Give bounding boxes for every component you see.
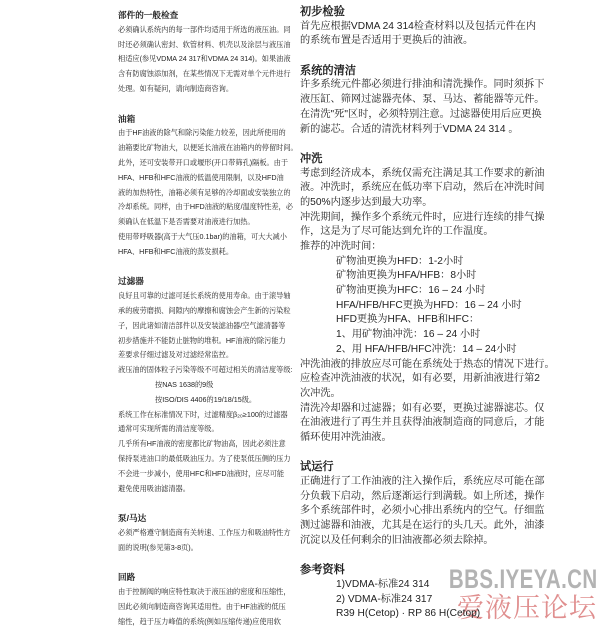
text-line: 次冲洗。 bbox=[300, 387, 341, 399]
text-line: 矿物油更换为HFD：1-2小时 bbox=[336, 255, 464, 267]
text-line: 循环使用冲洗油液。 bbox=[300, 431, 392, 443]
section bbox=[300, 460, 556, 548]
text-line: HFA、HFB和HFC油液的蒸发损耗。 bbox=[118, 246, 234, 256]
text-line: 液压缸、筛网过滤器壳体、泵、马达、蓄能器等元件。 bbox=[300, 94, 545, 106]
section-title: 部件的一般检查 bbox=[118, 10, 179, 20]
text-line: 新的滤芯。合适的清洗材料列于VDMA 24 314 。 bbox=[300, 123, 519, 135]
text-line: 作，这是为了尽可能达到允许的工作温度。 bbox=[300, 226, 494, 238]
section-title: 油箱 bbox=[118, 113, 136, 124]
text-line: 差要求仔细过滤及对过滤经常监控。 bbox=[118, 350, 234, 360]
text-line: 冲洗期间，操作多个系统元件时，应进行连续的排气操 bbox=[300, 211, 545, 223]
text-line: 在清洗"死"区时，必须特别注意。过滤器使用后应更换 bbox=[300, 108, 542, 120]
text-line: 系统工作在标准情况下时，过滤精度β₂₀≥100的过滤器 bbox=[118, 409, 288, 419]
text-line: 1)VDMA-标准24 314 bbox=[336, 578, 430, 590]
text-line: HFA、HFB和HFC油液的低温使用限制，以及HFD油 bbox=[118, 172, 284, 182]
text-line: 处理。如有疑问，请向制造商咨询。 bbox=[118, 83, 234, 93]
text-line: 液的加热特性，油箱必须有足够的冷却面或安装独立的 bbox=[118, 187, 291, 197]
section bbox=[300, 5, 556, 49]
text-line: 承的疲劳磨损、间隙内的摩擦和腐蚀会产生新的污染粒 bbox=[118, 305, 291, 315]
section bbox=[118, 112, 298, 260]
text-line: 的50%内逐步达到最大功率。 bbox=[300, 196, 433, 208]
text-line: 应检查冲洗油液的状况，如有必要，用新油液进行第2 bbox=[300, 373, 540, 385]
text-line: 由于控制阀的响应特性取决于液压油的密度和压缩性， bbox=[118, 587, 291, 597]
section-title: 过滤器 bbox=[118, 276, 144, 287]
text-line: 推荐的冲洗时间： bbox=[300, 241, 382, 252]
text-line: 首先应根据VDMA 24 314检查材料以及包括元件在内 bbox=[300, 20, 537, 32]
text-line: 矿物油更换为HFA/HFB：8小时 bbox=[336, 270, 477, 282]
text-line: HFA/HFB/HFC更换为HFD：16 – 24 小时 bbox=[336, 299, 522, 311]
text-line: HFD更换为HFA、HFB和HFC： bbox=[336, 314, 480, 326]
text-line: 正确进行了工作油液的注入操作后，系统应尽可能在部 bbox=[300, 476, 545, 487]
text-line: 子，因此诸如清洁部件以及安装滤油器/空气滤清器等 bbox=[118, 320, 286, 330]
left-text-column bbox=[118, 8, 298, 644]
text-line: 清洗冷却器和过滤器；如有必要，更换过滤器滤芯。仅 bbox=[300, 402, 545, 414]
text-line: 面的说明(参见第3-8页)。 bbox=[118, 542, 198, 552]
watermark-forum-name: 爱液压论坛 bbox=[457, 593, 597, 623]
text-line: 因此必须向制造商咨询其适用性。由于HF油液的低压 bbox=[118, 601, 286, 611]
text-line: 测过滤器和油液，尤其是在运行的头几天。此外，油漆 bbox=[300, 520, 545, 532]
section bbox=[300, 563, 556, 622]
text-line: 几乎所有HF油液的密度都比矿物油高，因此必须注意 bbox=[118, 439, 286, 449]
text-line: 缩性，趋于压力峰值的系统(例如压缩传递)应使用软 bbox=[118, 616, 281, 626]
text-line: 2、用 HFA/HFB/HFC冲洗：14 – 24小时 bbox=[336, 343, 517, 355]
text-line: 含有防腐蚀添加剂，在某些情况下无需对单个元件进行 bbox=[118, 69, 291, 79]
text-line: 分负载下启动，然后逐渐运行到满载。如上所述，操作 bbox=[300, 490, 545, 502]
text-line: 必须确认系统内的每一部件均适用于所选的液压油。同 bbox=[118, 24, 291, 34]
section-title: 系统的清洁 bbox=[300, 64, 356, 77]
text-line: 矿物油更换为HFC：16 – 24 小时 bbox=[336, 285, 486, 297]
text-line: 良好且可靠的过滤可延长系统的使用寿命。由于滚导轴 bbox=[118, 291, 291, 301]
section bbox=[300, 152, 556, 446]
text-line: 的系统布置是否适用于更换后的油液。 bbox=[300, 35, 474, 47]
section bbox=[118, 570, 298, 629]
section bbox=[118, 274, 298, 496]
section-title: 泵/马达 bbox=[118, 513, 147, 524]
text-line: 相适应(参见VDMA 24 317和VDMA 24 314)。如果油液 bbox=[118, 54, 291, 64]
text-line: 初步措施并不能防止脏物的堆积。HF油液的除污能力 bbox=[118, 335, 286, 345]
text-line: 保持泵进油口的最低吸油压力。为了使泵低压侧的压力 bbox=[118, 453, 291, 463]
text-line: 多个系统部件时，必须小心排出系统内的空气。仔细监 bbox=[300, 505, 545, 517]
text-line: 冷却系统。同样，由于HFD油液的粘度/温度特性差，必 bbox=[118, 202, 293, 212]
text-line: 不会进一步减小，使用HFC和HFD油液时，应尽可能 bbox=[118, 468, 285, 478]
text-line: 避免使用吸油滤清器。 bbox=[118, 483, 190, 493]
section-title: 参考资料 bbox=[300, 564, 345, 577]
text-line: 1、用矿物油冲洗：16 – 24 小时 bbox=[336, 329, 481, 341]
text-line: 液压油的固体粒子污染等级不可超过相关的清洁度等级: bbox=[118, 365, 293, 375]
text-line: 按NAS 1638的9级 bbox=[155, 379, 214, 389]
section bbox=[118, 8, 298, 97]
text-line: 此外，还可安装带开口或堰形(开口带筛孔)隔板。由于 bbox=[118, 157, 289, 167]
text-line: 油箱要比矿物油大，以便延长油液在油箱内的停留时间。 bbox=[118, 143, 298, 153]
text-line: 沉淀以及任何剩余的旧油液都必须去除掉。 bbox=[300, 534, 494, 546]
watermark-site-url: BBS.IYEYA.CN bbox=[449, 564, 598, 594]
text-line: 时还必须确认密封、软管材料、机壳以及涂层与液压油 bbox=[118, 39, 291, 49]
section-title: 初步检验 bbox=[300, 6, 345, 18]
text-line: 由于HF油液的除气和除污染能力较差，因此所使用的 bbox=[118, 128, 286, 138]
text-line: R39 H(Cetop) · RP 86 H(Cetop) bbox=[336, 608, 481, 620]
section-title: 冲洗 bbox=[300, 152, 323, 165]
section bbox=[118, 511, 298, 555]
text-line: 许多系统元件都必须进行排油和清洗操作。同时须拆下 bbox=[300, 79, 545, 91]
text-line: 必须严格遵守制造商有关转速、工作压力和吸油特性方 bbox=[118, 527, 291, 537]
text-line: 冲洗油液的排放应尽可能在系统处于热态的情况下进行。 bbox=[300, 358, 555, 370]
section-title: 回路 bbox=[118, 572, 136, 583]
section-title: 试运行 bbox=[300, 461, 334, 474]
section bbox=[300, 64, 556, 137]
text-line: 液。冲洗时，系统应在低功率下启动，然后在冲洗时间 bbox=[300, 182, 545, 194]
text-line: 须确认在低温下是否需要对油液进行加热。 bbox=[118, 217, 255, 227]
text-line: 使用带呼吸器(高于大气压0.1bar)的油箱，可大大减小 bbox=[118, 231, 287, 241]
text-line: 通常可实现所需的清洁度等级。 bbox=[118, 424, 219, 434]
text-line: 考虑到经济成本，系统仅需充注满足其工作要求的新油 bbox=[300, 167, 545, 179]
right-text-column bbox=[300, 5, 556, 637]
text-line: 按ISO/DIS 4406的19/18/15级。 bbox=[155, 394, 257, 404]
text-line: 2) VDMA-标准24 317 bbox=[336, 593, 433, 605]
text-line: 在油液进行了再生并且获得油液制造商的同意后，才能 bbox=[300, 417, 545, 429]
